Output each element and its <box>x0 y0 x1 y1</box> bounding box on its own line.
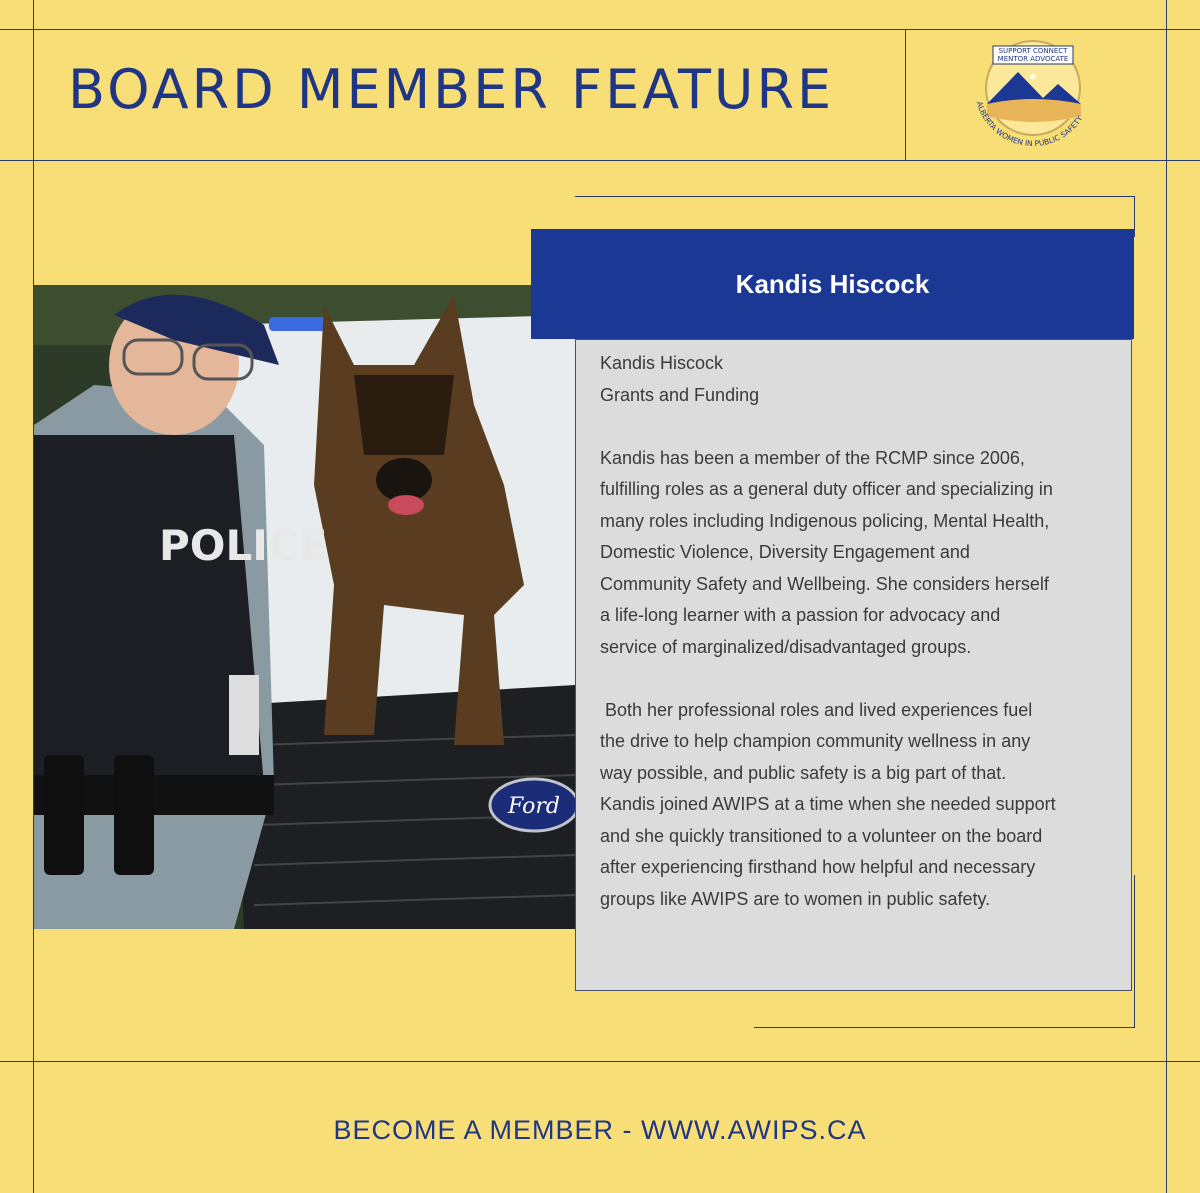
frame-line-top <box>0 29 1200 30</box>
bio-line: fulfilling roles as a general duty officer and specializing in <box>600 479 1053 499</box>
header-divider <box>905 29 906 160</box>
svg-text:✱: ✱ <box>1029 72 1037 82</box>
header-bottom-line <box>0 160 1200 161</box>
awips-logo <box>963 36 1103 156</box>
member-name: Kandis Hiscock <box>600 353 724 373</box>
bio-line: the drive to help champion community wellness in any <box>600 731 1031 751</box>
bio-line: service of marginalized/disadvantaged groups. <box>600 636 972 657</box>
bio-line: after experiencing firsthand how helpful and necessary <box>600 857 1036 877</box>
bio-line: a life-long learner with a passion for advocacy and <box>600 605 1001 625</box>
membership-link[interactable]: BECOME A MEMBER - WWW.AWIPS.CA <box>333 1115 867 1145</box>
bio-line: Domestic Violence, Diversity Engagement and <box>600 542 970 562</box>
ford-badge: Ford <box>508 794 560 819</box>
bio-line: Kandis has been a member of the RCMP since 2006, <box>600 447 1025 468</box>
page-title: BOARD MEMBER FEATURE <box>68 58 835 121</box>
logo-ring-text: ALBERTA WOMEN IN PUBLIC SAFETY <box>974 100 1085 149</box>
bio-line: way possible, and public safety is a big part of that. <box>600 762 1007 783</box>
member-role: Grants and Funding <box>600 384 760 405</box>
frame-line-right <box>1166 0 1167 1193</box>
bio-line: groups like AWIPS are to women in public safety. <box>600 888 991 909</box>
bio-line: Kandis joined AWIPS at a time when she needed support <box>600 794 1056 814</box>
bio-line: many roles including Indigenous policing, Mental Health, <box>600 510 1050 531</box>
member-photo <box>34 285 575 929</box>
logo-top-text-2: MENTOR ADVOCATE <box>997 55 1069 63</box>
logo-top-text: SUPPORT CONNECT <box>998 47 1068 55</box>
bio-line: Community Safety and Wellbeing. She considers herself <box>600 573 1049 594</box>
vest-text: POLICE <box>159 521 328 570</box>
footer-top-line <box>0 1061 1200 1062</box>
bio-line: Both her professional roles and lived experiences fuel <box>600 699 1033 720</box>
member-name-banner: Kandis Hiscock <box>531 229 1134 339</box>
bio-card <box>575 339 1132 991</box>
bio-line: and she quickly transitioned to a volunteer on the board <box>600 825 1043 846</box>
